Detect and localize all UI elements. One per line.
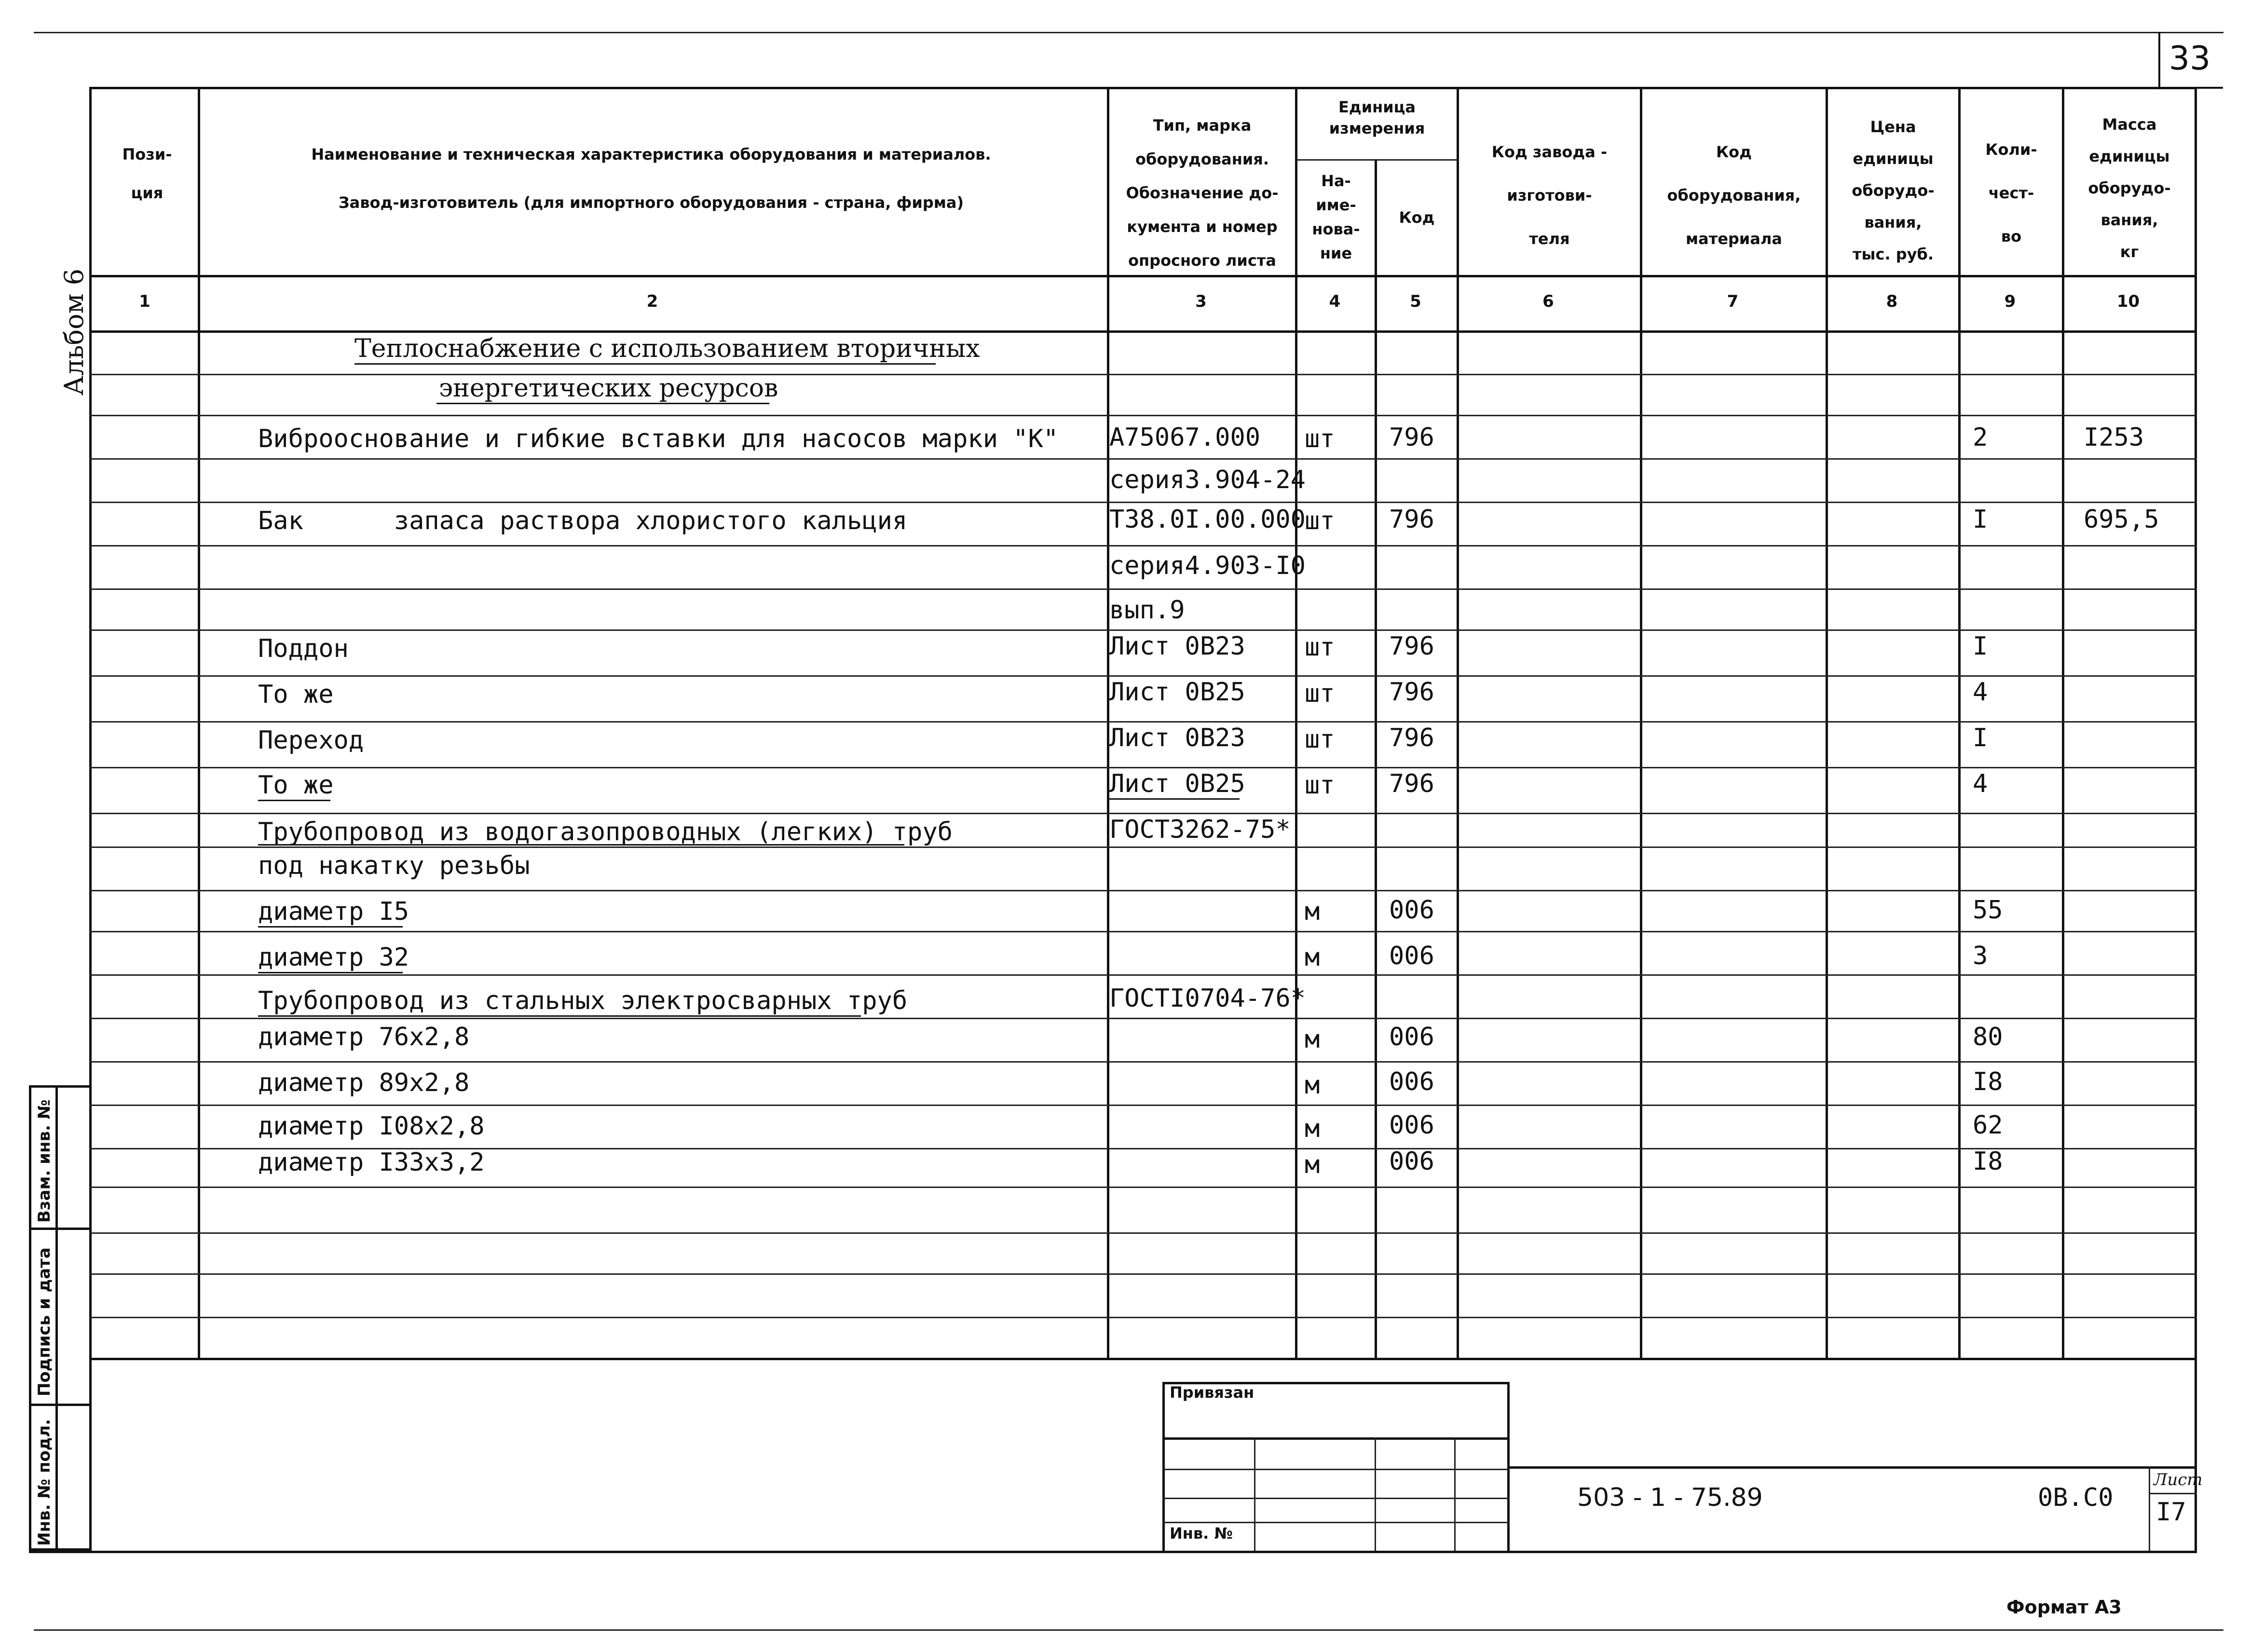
row-code: 796	[1389, 423, 1434, 452]
stamp-line	[1162, 1522, 1510, 1523]
row-unit: шт	[1305, 679, 1335, 708]
side-strip-row-line	[29, 1228, 89, 1230]
row-line	[89, 767, 2197, 768]
row-line	[89, 1061, 2197, 1063]
row-underline	[258, 926, 403, 928]
row-qty: 62	[1973, 1111, 2003, 1140]
row-code: 796	[1389, 769, 1434, 798]
row-line	[89, 1317, 2197, 1318]
row-name: под накатку резьбы	[258, 851, 530, 880]
row-line	[89, 374, 2197, 375]
header-equipment-code: Код оборудования, материала	[1667, 143, 1801, 248]
row-type: Т38.0I.00.000	[1109, 505, 1306, 534]
row-type: Лист 0В25	[1109, 678, 1245, 707]
col-number-1: 1	[139, 292, 150, 311]
row-line	[89, 415, 2197, 416]
row-unit: м	[1305, 1025, 1320, 1054]
stamp-privyazan: Привязан	[1170, 1383, 1255, 1402]
row-qty: 4	[1973, 769, 1988, 798]
row-underline	[258, 844, 904, 846]
section-title-line-2: энергетических ресурсов	[439, 374, 778, 403]
title-block-top	[1510, 1466, 2197, 1469]
list-value: I7	[2156, 1498, 2186, 1527]
header-quantity: Коли- чест- во	[1985, 140, 2037, 246]
row-name: диаметр 76х2,8	[258, 1023, 470, 1051]
row-type: ГОСТ3262-75*	[1109, 815, 1291, 844]
row-underline	[258, 800, 330, 801]
row-code: 796	[1389, 505, 1434, 534]
row-unit: шт	[1305, 424, 1335, 453]
row-code: 006	[1389, 1023, 1434, 1051]
row-code: 796	[1389, 678, 1434, 707]
col-number-6: 6	[1542, 292, 1554, 311]
row-unit: м	[1305, 1150, 1320, 1179]
col-number-2: 2	[646, 292, 658, 311]
row-qty: 2	[1973, 423, 1988, 452]
header-unit-name: На- име- нова- ние	[1312, 172, 1360, 262]
stamp-col-line	[1375, 1437, 1376, 1551]
row-name: диаметр 89х2,8	[258, 1068, 470, 1097]
row-qty: 80	[1973, 1023, 2003, 1051]
row-line	[89, 1018, 2197, 1019]
col-line-9	[2062, 87, 2064, 1360]
row-line	[89, 629, 2197, 631]
header-unit-group: Единица измерения	[1329, 98, 1425, 137]
side-strip-divider	[55, 1085, 58, 1551]
row-line	[89, 813, 2197, 814]
row-name: Поддон	[258, 634, 349, 663]
row-name: Трубопровод из водогазопроводных (легких) труб	[258, 818, 953, 846]
row-name: Бак запаса раствора хлористого кальция	[258, 506, 908, 535]
col-number-9: 9	[2004, 292, 2016, 311]
row-unit: шт	[1305, 771, 1335, 800]
stamp-inv-no: Инв. №	[1170, 1524, 1233, 1543]
row-line	[89, 721, 2197, 723]
frame-bottom	[29, 1551, 2197, 1553]
side-label-vzam-inv: Взам. инв. №	[35, 1099, 54, 1223]
col-number-7: 7	[1727, 292, 1739, 311]
header-type: Тип, марка оборудования. Обозначение до- кумента и номер опросного листа	[1126, 116, 1279, 270]
list-box-divider	[2149, 1466, 2150, 1551]
row-line	[89, 675, 2197, 677]
frame-right	[2195, 87, 2197, 1553]
header-unit-mass: Масса единицы оборудо- вания, кг	[2088, 115, 2171, 261]
row-mass: 695,5	[2084, 505, 2159, 534]
header-factory-code: Код завода - изготови- теля	[1491, 143, 1608, 248]
row-line	[89, 846, 2197, 848]
col-line-5	[1457, 87, 1459, 1360]
row-qty: I	[1973, 632, 1988, 661]
row-line	[89, 502, 2197, 503]
row-type: серия3.904-24	[1109, 465, 1306, 494]
format-label: Формат А3	[2006, 1597, 2122, 1618]
stamp-line	[1162, 1437, 1510, 1440]
stamp-col-line	[1454, 1437, 1456, 1551]
stamp-col-line	[1254, 1437, 1255, 1551]
frame-top	[89, 87, 2197, 89]
section-title-underline-1	[355, 363, 936, 365]
row-type: Лист 0В25	[1109, 769, 1245, 798]
row-qty: I8	[1973, 1147, 2003, 1176]
list-box-divider	[2149, 1493, 2197, 1494]
row-underline	[1109, 798, 1240, 800]
row-code: 796	[1389, 632, 1434, 661]
doc-suffix: 0В.С0	[2038, 1483, 2114, 1512]
stamp-line	[1162, 1469, 1510, 1470]
col-line-6	[1640, 87, 1642, 1360]
bottom-trim-line	[34, 1629, 2223, 1631]
album-label: Альбом 6	[59, 268, 89, 396]
row-line	[89, 545, 2197, 546]
row-unit: шт	[1305, 506, 1335, 535]
header-unit-code: Код	[1399, 208, 1435, 227]
row-name: диаметр I33х3,2	[258, 1148, 485, 1177]
side-label-signature-date: Подпись и дата	[35, 1247, 54, 1396]
row-line	[89, 588, 2197, 590]
col-numbers-bottom-line	[89, 330, 2197, 333]
col-line-8	[1958, 87, 1961, 1360]
row-unit: м	[1305, 1114, 1320, 1143]
row-type: серия4.903-I0	[1109, 551, 1306, 580]
row-code: 006	[1389, 1147, 1434, 1176]
col-number-3: 3	[1195, 292, 1207, 311]
col-line-7	[1826, 87, 1828, 1360]
row-underline	[258, 1015, 861, 1017]
col-line-3	[1295, 87, 1297, 1360]
col-number-10: 10	[2116, 292, 2140, 311]
section-title-underline-2	[436, 403, 769, 404]
row-line	[89, 931, 2197, 932]
row-line	[89, 1187, 2197, 1188]
row-qty: 3	[1973, 942, 1988, 970]
row-mass: I253	[2084, 423, 2144, 452]
row-type: Лист 0В23	[1109, 724, 1245, 752]
row-line	[89, 1232, 2197, 1234]
row-name: диаметр I5	[258, 897, 409, 926]
row-line	[89, 1273, 2197, 1275]
row-qty: I	[1973, 505, 1988, 534]
row-line	[89, 1105, 2197, 1106]
section-title-line-1: Теплоснабжение с использованием вторичных	[355, 334, 980, 363]
header-unit-price: Цена единицы оборудо- вания, тыс. руб.	[1852, 118, 1935, 263]
unit-header-divider	[1295, 159, 1459, 161]
row-line	[89, 974, 2197, 976]
stamp-line	[1162, 1498, 1510, 1499]
col-number-5: 5	[1410, 292, 1421, 311]
row-name: Трубопровод из стальных электросварных труб	[258, 986, 908, 1015]
row-code: 006	[1389, 896, 1434, 925]
row-qty: 4	[1973, 678, 1988, 707]
list-label: Лист	[2154, 1470, 2203, 1489]
col-line-1	[198, 87, 200, 1360]
header-position: Пози- ция	[122, 145, 172, 202]
row-unit: м	[1305, 1071, 1320, 1100]
row-unit: м	[1305, 943, 1320, 972]
row-name: То же	[258, 771, 334, 800]
row-qty: I	[1973, 724, 1988, 752]
row-name: Переход	[258, 726, 364, 755]
row-name: диаметр I08х2,8	[258, 1112, 485, 1141]
row-line	[89, 890, 2197, 891]
top-trim-line	[34, 32, 2223, 33]
row-code: 796	[1389, 724, 1434, 752]
page-number: 33	[2168, 40, 2211, 78]
side-strip-row-line	[29, 1404, 89, 1406]
col-number-8: 8	[1886, 292, 1898, 311]
col-line-4	[1375, 159, 1377, 1360]
row-unit: шт	[1305, 725, 1335, 754]
doc-code: 503 - 1 - 75.89	[1577, 1483, 1763, 1512]
col-number-4: 4	[1329, 292, 1341, 311]
header-name: Наименование и техническая характеристика оборудования и материалов. Завод-изготовитель (для импортного оборудования - страна, фирма)	[311, 145, 991, 212]
row-name: Виброоснование и гибкие вставки для насосов марки "К"	[258, 424, 1059, 453]
row-code: 006	[1389, 942, 1434, 970]
row-type: А75067.000	[1109, 423, 1261, 452]
row-unit: шт	[1305, 633, 1335, 662]
row-qty: I8	[1973, 1067, 2003, 1096]
row-line	[89, 458, 2197, 460]
row-unit: м	[1305, 897, 1320, 926]
row-type: Лист 0В23	[1109, 632, 1245, 661]
row-code: 006	[1389, 1111, 1434, 1140]
row-qty: 55	[1973, 896, 2003, 925]
row-type: ГОСТI0704-76*	[1109, 984, 1306, 1013]
row-name: То же	[258, 680, 334, 709]
row-code: 006	[1389, 1067, 1434, 1096]
row-name: диаметр 32	[258, 943, 409, 972]
row-underline	[258, 972, 403, 973]
table-bottom-line	[89, 1358, 2197, 1360]
row-type: вып.9	[1109, 596, 1185, 625]
side-label-inv-podl: Инв. № подл.	[35, 1419, 54, 1546]
